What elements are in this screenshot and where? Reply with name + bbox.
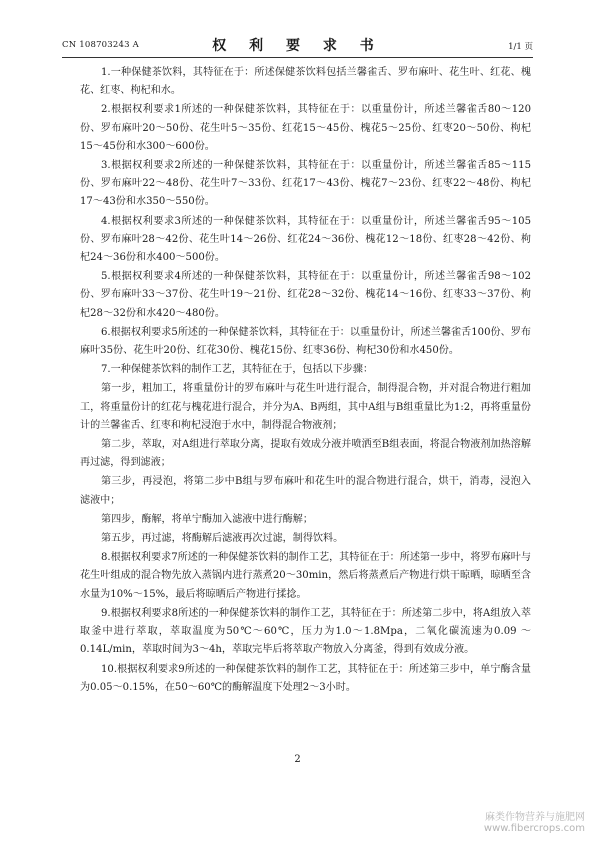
watermark-site-name: 麻类作物营养与施肥网 [485,812,585,823]
claim-3: 3.根据权利要求2所述的一种保健茶饮料，其特征在于：以重量份计，所述兰馨雀舌85～115份、罗布麻叶22～48份、花生叶7～33份、红花17～43份、槐花7～23份、红枣22～48份、枸杞17～43份和水350～550份。 [80,160,531,208]
claim-7-step-2: 第二步，萃取，对A组进行萃取分离，提取有效成分液并喷洒至B组表面，将混合物液剂加热溶解再过滤，得到滤液； [80,439,531,469]
claim-1: 1.一种保健茶饮料，其特征在于：所述保健茶饮料包括兰馨雀舌、罗布麻叶、花生叶、红花、槐花、红枣、枸杞和水。 [80,67,531,97]
watermark [484,812,585,834]
document-title: 权 利 要 求 书 [212,38,383,54]
claim-7-step-1: 第一步，粗加工，将重量份计的罗布麻叶与花生叶进行混合，制得混合物，并对混合物进行粗加工，将重量份计的红花与槐花进行混合，并分为A、B两组，其中A组与B组重量比为1:2，再将重量份计的兰馨雀舌、红枣和枸杞浸泡于水中，制得混合物液剂； [80,383,531,431]
claims-body [80,64,531,698]
claim-7-step-5: 第五步，再过滤，将酶解后滤液再次过滤，制得饮料。 [101,533,344,545]
claim-2: 2.根据权利要求1所述的一种保健茶饮料，其特征在于：以重量份计，所述兰馨雀舌80～120份、罗布麻叶20～50份、花生叶5～35份、红花15～45份、槐花5～25份、红枣20～50份、枸杞15～45份和水300～600份。 [80,104,531,152]
page-header [62,34,533,56]
publication-number: CN 108703243 A [62,40,139,50]
claim-7: 7.一种保健茶饮料的制作工艺，其特征在于，包括以下步骤： [101,364,374,376]
page-indicator: 1/1 页 [508,42,533,52]
claim-6: 6.根据权利要求5所述的一种保健茶饮料，其特征在于：以重量份计，所述兰馨雀舌100份、罗布麻叶35份、花生叶20份、红花30份、槐花15份、红枣36份、枸杞30份和水450份。 [80,326,531,357]
claim-9: 9.根据权利要求8所述的一种保健茶饮料的制作工艺，其特征在于：所述第二步中，将A组放入萃取釜中进行萃取，萃取温度为50℃～60℃，压力为1.0～1.8Mpa，二氧化碳流速为0.09 ～0.14L/min，萃取时间为3～4h，萃取完毕后将萃取产物放入分离釜，得到有效成分液。 [80,607,531,656]
claim-4: 4.根据权利要求3所述的一种保健茶饮料，其特征在于：以重量份计，所述兰馨雀舌95～105份、罗布麻叶28～42份、花生叶14～26份、红花24～36份、槐花12～18份、红枣28～42份、枸杞24～36份和水400～500份。 [80,215,531,264]
header-rule [62,57,533,58]
claim-5: 5.根据权利要求4所述的一种保健茶饮料，其特征在于：以重量份计，所述兰馨雀舌98～102份、罗布麻叶33～37份、花生叶19～21份、红花28～32份、槐花14～16份、红枣33～37份、枸杞28～32份和水420～480份。 [80,271,531,319]
claim-7-step-3: 第三步，再浸泡，将第二步中B组与罗布麻叶和花生叶的混合物进行混合，烘干，消毒，浸泡入滤液中； [80,476,531,506]
claim-7-step-4: 第四步，酶解，将单宁酶加入滤液中进行酶解； [101,513,313,525]
claim-8: 8.根据权利要求7所述的一种保健茶饮料的制作工艺，其特征在于：所述第一步中，将罗布麻叶与花生叶组成的混合物先放入蒸锅内进行蒸煮20～30min，然后将蒸煮后产物进行烘干晾晒，晾晒至含水量为10%～15%，最后将晾晒后产物进行揉捻。 [80,552,531,600]
page-number: 2 [294,754,301,765]
watermark-url: www.fibercrops.com [483,823,585,834]
claim-10: 10.根据权利要求9所述的一种保健茶饮料的制作工艺，其特征在于：所述第三步中，单宁酶含量为0.05～0.15%，在50～60℃的酶解温度下处理2～3小时。 [80,663,531,693]
